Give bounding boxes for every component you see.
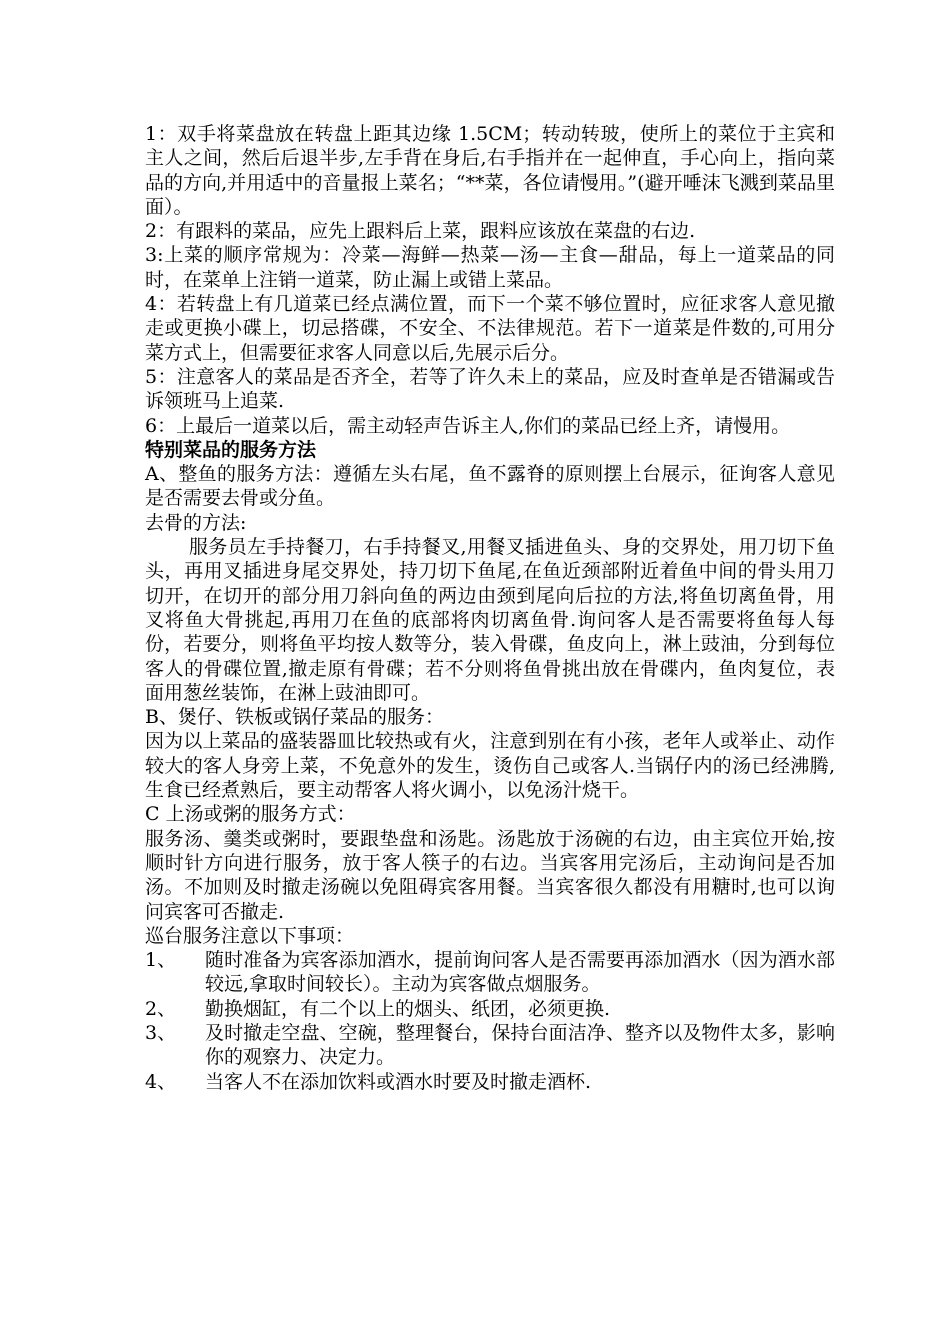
section-b-title: B、煲仔、铁板或锅仔菜品的服务： (145, 706, 444, 729)
section-c-text: 服务汤、羹类或粥时，要跟垫盘和汤匙。汤匙放于汤碗的右边，由主宾位开始,按顺时针方向进行服务，放于客人筷子的右边。当宾客用完汤后，主动询问是否加汤。不加则及时撤走汤碗以免阻碍宾客用餐。当宾客很久都没有用糖时,也可以询问宾客可否撤走. (145, 827, 835, 923)
list-number: 2、 (145, 997, 177, 1020)
section-a-title: A、整鱼的服务方法：遵循左头右尾，鱼不露脊的原则摆上台展示，征询客人意见是否需要去骨或分鱼。 (145, 463, 835, 510)
patrol-list-item (145, 1070, 835, 1094)
patrol-title: 巡台服务注意以下事项： (145, 924, 355, 947)
list-number: 4、 (145, 1070, 177, 1093)
list-text: 勤换烟缸，有二个以上的烟头、纸团，必须更换. (205, 997, 611, 1020)
document-page (145, 122, 835, 1094)
paragraph-1: 1：双手将菜盘放在转盘上距其边缘 1.5CM；转动转玻，使所上的菜位于主宾和主人之间，然后后退半步,左手背在身后,右手指并在一起伸直，手心向上，指向菜品的方向,并用适中的音量报上菜名；“**菜，各位请慢用。”(避开唾沫飞溅到菜品里面）。 (145, 123, 835, 218)
list-text: 及时撤走空盘、空碗，整理餐台，保持台面洁净、整齐以及物件太多，影响你的观察力、决定力。 (205, 1021, 835, 1069)
section-c-title: C 上汤或粥的服务方式： (145, 803, 356, 826)
list-text: 随时准备为宾客添加酒水，提前询问客人是否需要再添加酒水（因为酒水部较远,拿取时间较长）。主动为宾客做点烟服务。 (205, 949, 835, 996)
deboning-label: 去骨的方法: (145, 511, 247, 534)
paragraph-3: 3:上菜的顺序常规为：冷菜—海鲜—热菜—汤—主食—甜品，每上一道菜品的同时，在菜单上注销一道菜，防止漏上或错上菜品。 (145, 244, 835, 291)
patrol-list-item (145, 1021, 835, 1070)
list-number: 1、 (145, 949, 177, 972)
paragraph-6: 6：上最后一道菜以后，需主动轻声告诉主人,你们的菜品已经上齐，请慢用。 (145, 414, 791, 437)
section-b-text: 因为以上菜品的盛装器皿比较热或有火，注意到别在有小孩，老年人或举止、动作较大的客人身旁上菜，不免意外的发生，烫伤自己或客人.当锅仔内的汤已经沸腾,生食已经煮熟后，要主动帮客人将火调小，以免汤汁烧干。 (145, 730, 835, 802)
section-heading: 特别菜品的服务方法 (145, 438, 317, 461)
list-text: 当客人不在添加饮料或酒水时要及时撤走酒杯. (205, 1070, 592, 1093)
deboning-text: 服务员左手持餐刀，右手持餐叉,用餐叉插进鱼头、身的交界处，用刀切下鱼头，再用叉插进身尾交界处，持刀切下鱼尾,在鱼近颈部附近着鱼中间的骨头用刀切开，在切开的部分用刀斜向鱼的两边由颈到尾向后拉的方法,将鱼切离鱼骨，用叉将鱼大骨挑起,再用刀在鱼的底部将肉切离鱼骨.询问客人是否需要将鱼每人每份，若要分，则将鱼平均按人数等分，装入骨碟，鱼皮向上，淋上豉油，分到每位客人的骨碟位置,撤走原有骨碟；若不分则将鱼骨挑出放在骨碟内，鱼肉复位，表面用葱丝装饰，在淋上豉油即可。 (145, 536, 835, 704)
patrol-list-item (145, 948, 835, 997)
paragraph-4: 4：若转盘上有几道菜已经点满位置，而下一个菜不够位置时，应征求客人意见撤走或更换小碟上，切忌搭碟，不安全、不法律规范。若下一道菜是件数的,可用分菜方式上，但需要征求客人同意以后,先展示后分。 (145, 293, 835, 364)
paragraph-2: 2：有跟料的菜品，应先上跟料后上菜，跟料应该放在菜盘的右边. (145, 220, 696, 243)
paragraph-5: 5：注意客人的菜品是否齐全，若等了许久未上的菜品，应及时查单是否错漏或告诉领班马上追菜. (145, 365, 835, 413)
patrol-list-item (145, 997, 835, 1021)
list-number: 3、 (145, 1021, 177, 1044)
